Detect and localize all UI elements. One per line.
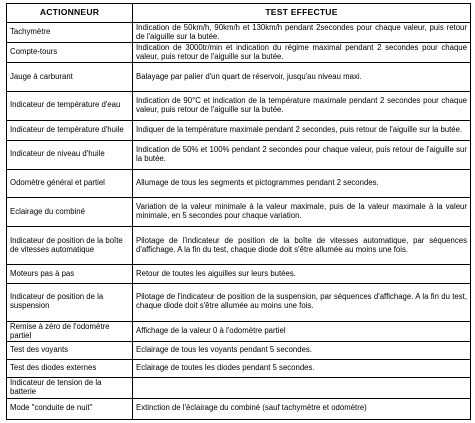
actuator-cell: Odomètre général et partiel: [7, 169, 133, 198]
test-cell: Variation de la valeur minimale à la valeur maximale, puis de la valeur maximale à la valeur minimale, en 5 secondes pour chaque variation.: [133, 198, 471, 227]
table-row: [7, 198, 471, 227]
test-cell: Balayage par palier d'un quart de réservoir, jusqu'au niveau maxi.: [133, 63, 471, 92]
test-cell: Pilotage de l'indicateur de position de la boîte de vitesses automatique, par séquences d'affichage. A la fin du test, chaque diode doit s'être allumée au moins une fois.: [133, 227, 471, 265]
actuator-test-table: [6, 3, 471, 420]
actuator-cell: Mode "conduite de nuit": [7, 398, 133, 419]
table-row: [7, 265, 471, 283]
actuator-cell: Tachymètre: [7, 23, 133, 43]
actuator-cell: Indicateur de niveau d'huile: [7, 140, 133, 169]
table-row: [7, 283, 471, 321]
actuator-cell: Indicateur de position de la boîte de vitesses automatique: [7, 227, 133, 265]
actuator-cell: Indicateur de température d'eau: [7, 91, 133, 120]
actuator-cell: Jauge à carburant: [7, 63, 133, 92]
table-row: [7, 398, 471, 419]
test-cell: Retour de toutes les aiguilles sur leurs butées.: [133, 265, 471, 283]
actuator-cell: Indicateur de position de la suspension: [7, 283, 133, 321]
table-row: [7, 342, 471, 360]
test-cell: Eclairage de toutes les diodes pendant 5 secondes.: [133, 360, 471, 378]
test-cell: Allumage de tous les segments et pictogrammes pendant 2 secondes.: [133, 169, 471, 198]
table-header-row: [7, 4, 471, 23]
actuator-cell: Indicateur de température d'huile: [7, 120, 133, 140]
table-row: [7, 91, 471, 120]
header-actuator: ACTIONNEUR: [7, 4, 133, 23]
table-row: [7, 360, 471, 378]
test-cell: Pilotage de l'indicateur de position de la suspension, par séquences d'affichage. A la fin du test, chaque diode doit s'être allumée au moins une fois.: [133, 283, 471, 321]
actuator-cell: Moteurs pas à pas: [7, 265, 133, 283]
table-row: [7, 120, 471, 140]
test-cell: Indication de 50km/h, 90km/h et 130km/h pendant 2secondes pour chaque valeur, puis retour de l'aiguille sur la butée.: [133, 23, 471, 43]
test-cell: Indication de 90°C et indication de la température maximale pendant 2 secondes pour chaque valeur, puis retour de l'aiguille sur la butée.: [133, 91, 471, 120]
table-row: [7, 321, 471, 341]
actuator-cell: Test des diodes externes: [7, 360, 133, 378]
test-cell: [133, 378, 471, 398]
test-cell: Indication de 50% et 100% pendant 2 secondes pour chaque valeur, puis retour de l'aiguille sur la butée.: [133, 140, 471, 169]
test-cell: Affichage de la valeur 0 à l'odomètre partiel: [133, 321, 471, 341]
actuator-cell: Indicateur de tension de la batterie: [7, 378, 133, 398]
actuator-cell: Test des voyants: [7, 342, 133, 360]
table-row: [7, 378, 471, 398]
test-cell: Extinction de l'éclairage du combiné (sauf tachymètre et odomètre): [133, 398, 471, 419]
table-row: [7, 169, 471, 198]
test-cell: Indiquer de la température maximale pendant 2 secondes, puis retour de l'aiguille sur la butée.: [133, 120, 471, 140]
test-cell: Eclairage de tous les voyants pendant 5 secondes.: [133, 342, 471, 360]
table-row: [7, 227, 471, 265]
header-test: TEST EFFECTUE: [133, 4, 471, 23]
table-row: [7, 140, 471, 169]
test-cell: Indication de 3000tr/min et indication du régime maximal pendant 2 secondes pour chaque valeur, puis retour de l'aiguille sur la butée.: [133, 43, 471, 63]
actuator-cell: Remise à zéro de l'odomètre partiel: [7, 321, 133, 341]
table-row: [7, 63, 471, 92]
actuator-cell: Eclairage du combiné: [7, 198, 133, 227]
table-row: [7, 43, 471, 63]
table-row: [7, 23, 471, 43]
actuator-cell: Compte-tours: [7, 43, 133, 63]
